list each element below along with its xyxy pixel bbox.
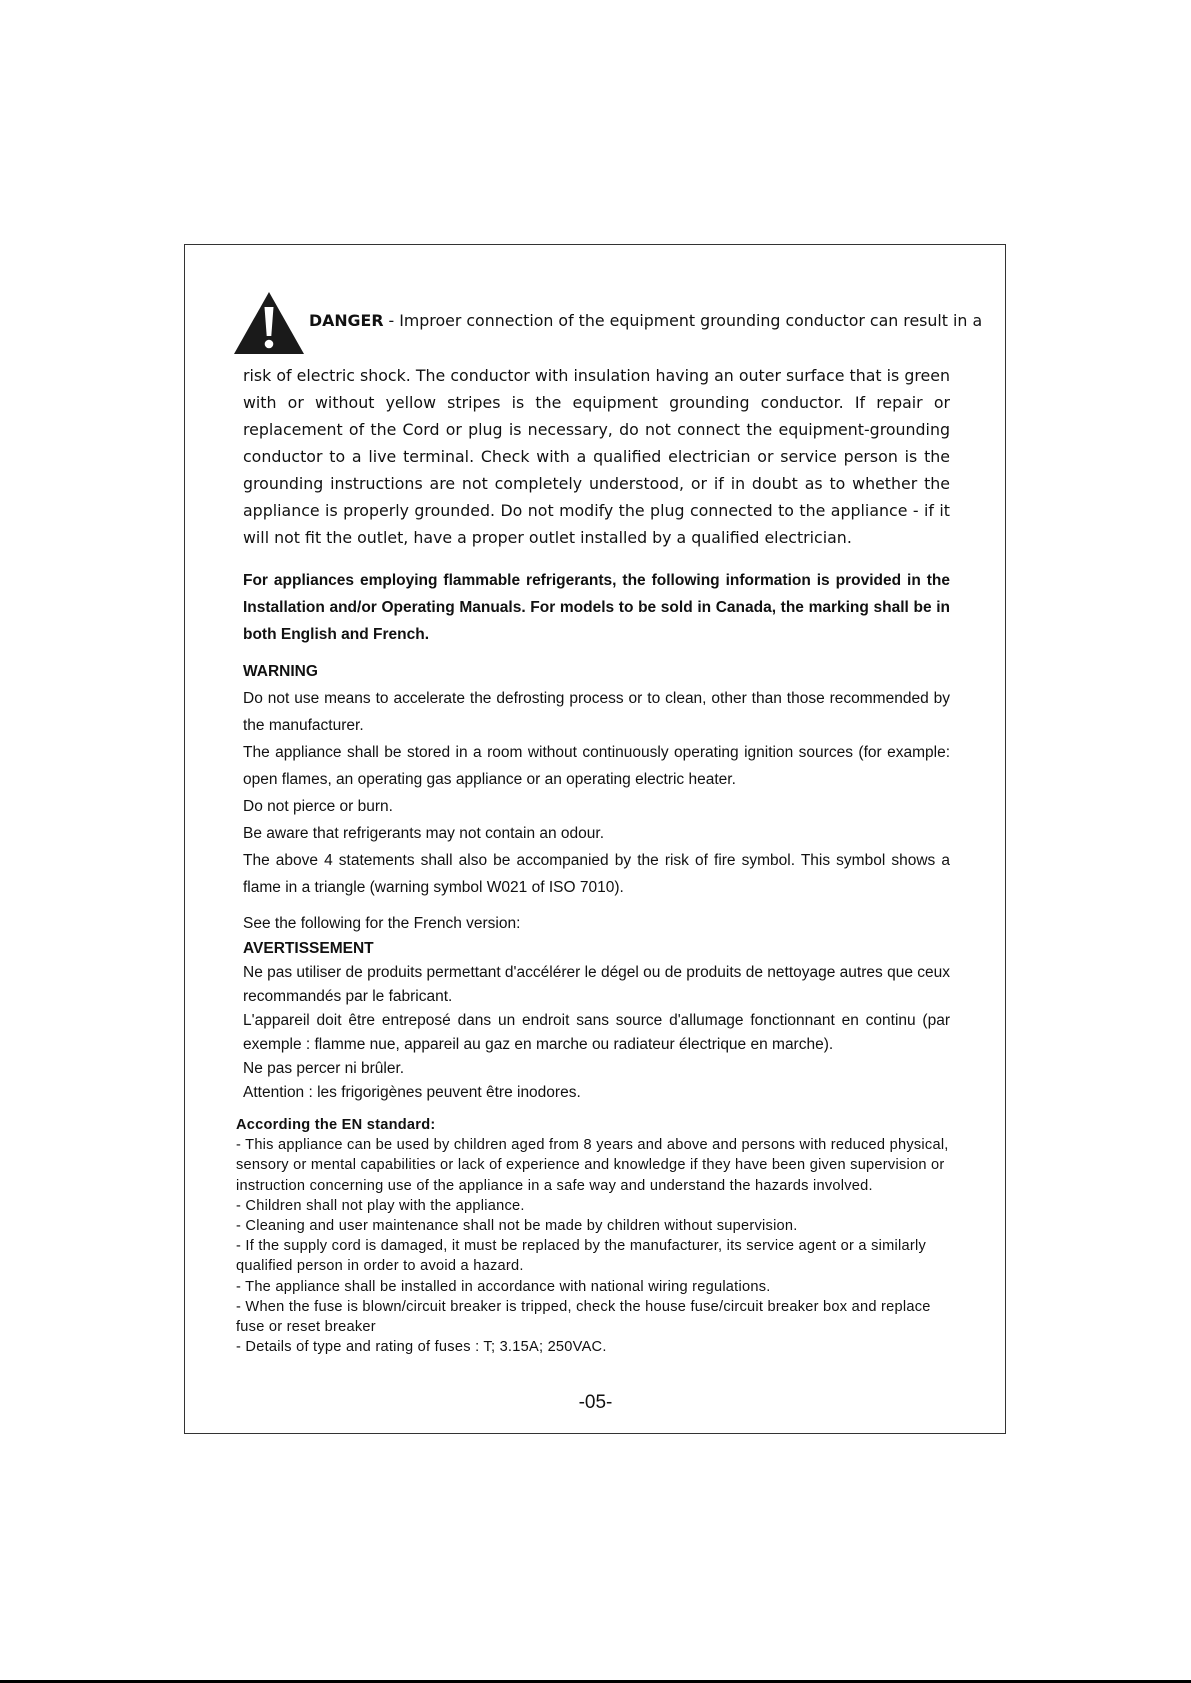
flammable-refrigerant-notice: For appliances employing flammable refrigerants, the following information is provided in the Installation and/or Operating Manuals. For models to be sold in Canada, the marking shall be in both English and French. xyxy=(243,572,950,643)
en-standard-item: - This appliance can be used by children aged from 8 years and above and persons with reduced physical, sensory or mental capabilities or lack of experience and knowledge if they have been given supervision or instruction concerning use of the appliance in a safe way and understand the hazards involved. xyxy=(236,1137,949,1194)
warning-item: The appliance shall be stored in a room without continuously operating ignition sources (for example: open flames, an operating gas appliance or an operating electric heater. xyxy=(243,744,950,788)
warning-item: Do not use means to accelerate the defrosting process or to clean, other than those recommended by the manufacturer. xyxy=(243,690,950,734)
page-number: -05- xyxy=(578,1392,613,1413)
warning-title: WARNING xyxy=(243,663,318,680)
french-item: Ne pas percer ni brûler. xyxy=(243,1060,405,1077)
warning-item: Be aware that refrigerants may not contain an odour. xyxy=(243,825,605,842)
warning-section xyxy=(243,658,950,901)
danger-label: DANGER xyxy=(309,311,384,330)
french-warning-section xyxy=(243,937,950,1105)
french-item: Ne pas utiliser de produits permettant d'accélérer le dégel ou de produits de nettoyage autres que ceux recommandés par le fabricant. xyxy=(243,964,950,1005)
french-version-intro: See the following for the French version: xyxy=(243,915,521,932)
en-standard-title: According the EN standard: xyxy=(236,1117,436,1133)
en-standard-item: - Cleaning and user maintenance shall not be made by children without supervision. xyxy=(236,1218,798,1235)
danger-heading-line xyxy=(309,308,983,334)
en-standard-item: - If the supply cord is damaged, it must be replaced by the manufacturer, its service agent or a similarly qualified person in order to avoid a hazard. xyxy=(236,1238,927,1275)
en-standard-item: - Details of type and rating of fuses : T; 3.15A; 250VAC. xyxy=(236,1339,607,1356)
french-item: Attention : les frigorigènes peuvent être inodores. xyxy=(243,1084,581,1101)
warning-item: Do not pierce or burn. xyxy=(243,798,393,815)
warning-triangle-icon xyxy=(233,291,305,355)
en-standard-item: - The appliance shall be installed in accordance with national wiring regulations. xyxy=(236,1278,771,1295)
french-item: L'appareil doit être entreposé dans un endroit sans source d'allumage fonctionnant en continu (par exemple : flamme nue, appareil au gaz en marche ou radiateur électrique en marche). xyxy=(243,1012,950,1053)
warning-item: The above 4 statements shall also be accompanied by the risk of fire symbol. This symbol shows a flame in a triangle (warning symbol W021 of ISO 7010). xyxy=(243,852,950,896)
en-standard-item: - When the fuse is blown/circuit breaker is tripped, check the house fuse/circuit breaker box and replace fuse or reset breaker xyxy=(236,1298,931,1336)
avertissement-title: AVERTISSEMENT xyxy=(243,940,374,957)
en-standard-item: - Children shall not play with the appliance. xyxy=(236,1197,525,1214)
en-standard-section xyxy=(236,1115,960,1357)
danger-body-text: risk of electric shock. The conductor with insulation having an outer surface that is green with or without yellow stripes is the equipment grounding conductor. If repair or replacement of the Cord or plug is necessary, do not connect the equipment-grounding conductor to a live terminal. Check with a qualified electrician or service person is the grounding instructions are not completely understood, or if in doubt as to whether the appliance is properly grounded. Do not modify the plug connected to the appliance - if it will not fit the outlet, have a proper outlet installed by a qualified electrician. xyxy=(243,366,950,547)
danger-first-line: - Improer connection of the equipment grounding conductor can result in a xyxy=(383,311,983,330)
